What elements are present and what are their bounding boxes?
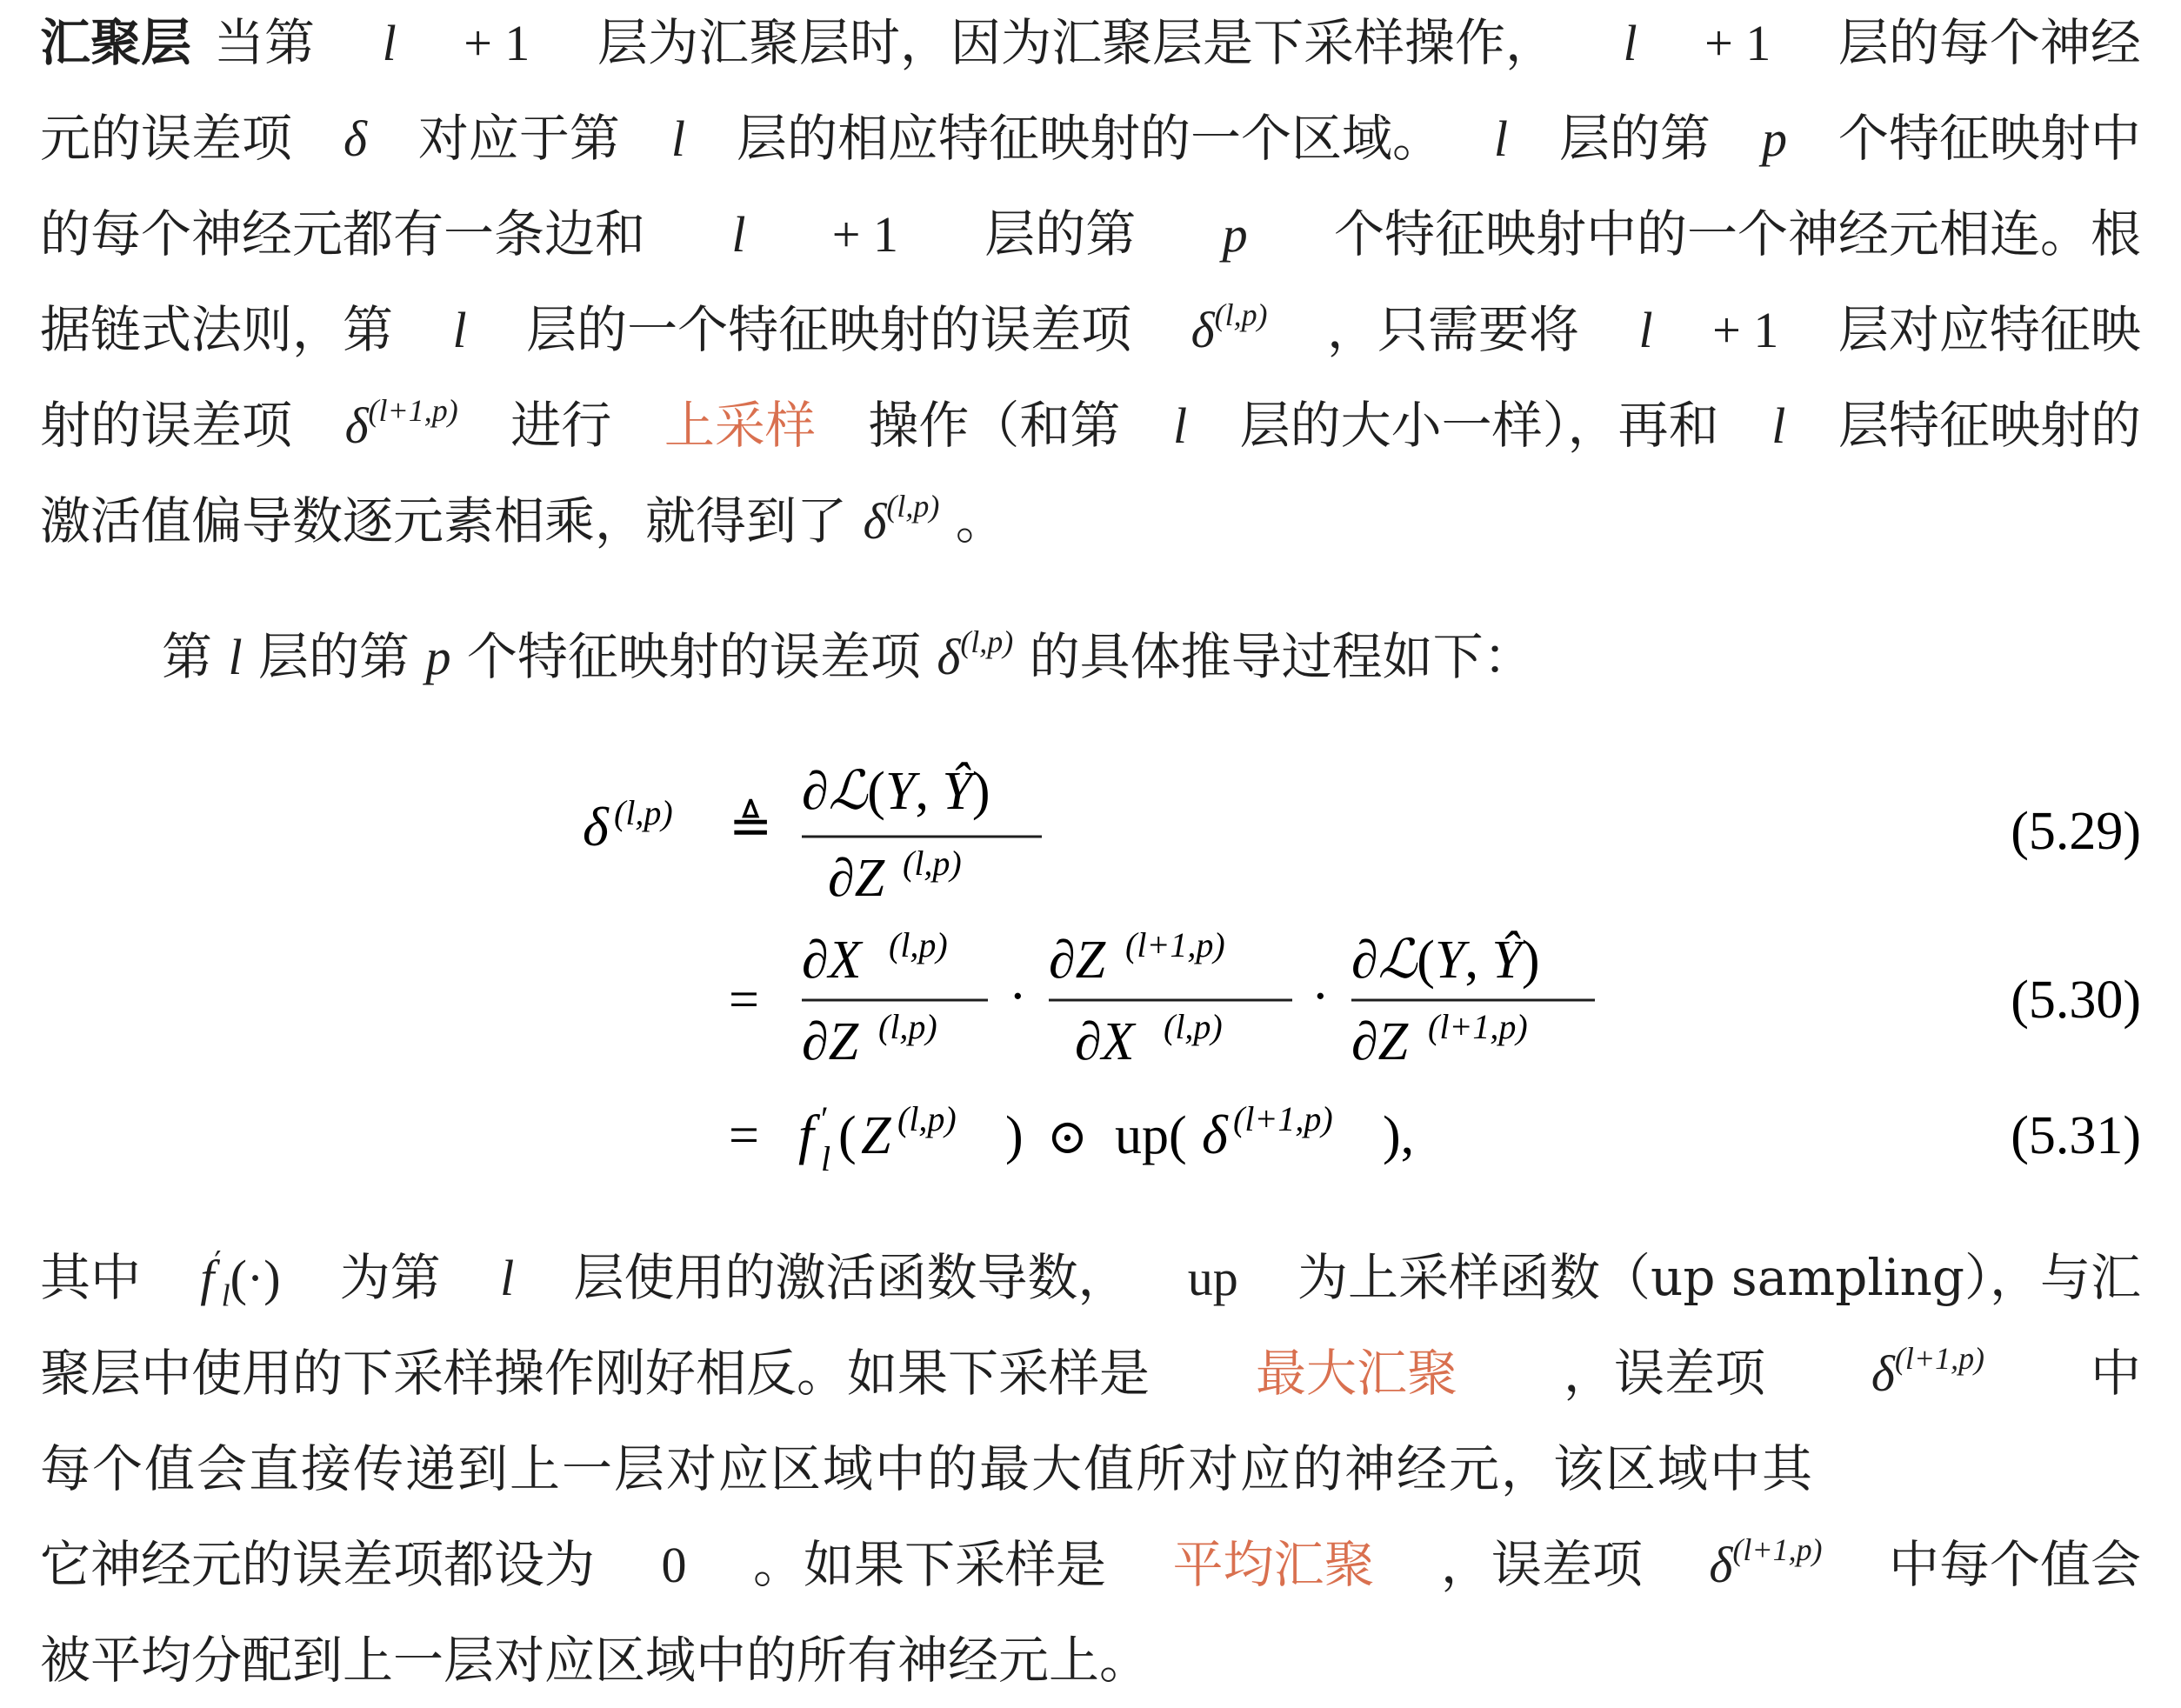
- term-average-pooling: 平均汇聚: [1172, 1535, 1375, 1594]
- section-heading: 汇聚层: [40, 13, 192, 72]
- svg-text:∂ℒ(Y, Ŷ): ∂ℒ(Y, Ŷ): [802, 758, 990, 822]
- svg-text:l: l: [821, 1139, 831, 1178]
- paragraph3-line4: 它神经元的误差项都设为 0 。如果下采样是 平均汇聚 ，误差项 $\delta^{(l+1,p)}$ 中每个值会: [40, 1531, 2141, 1594]
- svg-text:(l,p): (l,p): [614, 793, 673, 832]
- svg-text:Z: Z: [861, 1106, 891, 1165]
- svg-text:(l,p): (l,p): [878, 1007, 937, 1046]
- svg-text:∂Z: ∂Z: [802, 1012, 859, 1071]
- svg-text:=: =: [729, 1106, 759, 1165]
- paragraph3-line3: 每个值会直接传递到上一层对应区域中的最大值所对应的神经元，该区域中其: [40, 1439, 1815, 1498]
- svg-text:≜: ≜: [729, 797, 773, 855]
- svg-text:∂X: ∂X: [1075, 1012, 1135, 1071]
- svg-text:(l,p): (l,p): [889, 925, 948, 964]
- svg-text:∂Z: ∂Z: [1351, 1012, 1409, 1071]
- term-upsampling: 上采样: [664, 396, 816, 455]
- svg-text:∂Z: ∂Z: [828, 849, 885, 908]
- svg-text:·: ·: [1009, 967, 1027, 1026]
- svg-text:(l+1,p): (l+1,p): [1428, 1007, 1528, 1046]
- equation-number-5-29: (5.29): [2011, 802, 2141, 861]
- paragraph3-line5: 被平均分配到上一层对应区域中的所有神经元上。: [40, 1631, 1151, 1690]
- paragraph1-line1: 汇聚层 当第 l + 1 层为汇聚层时，因为汇聚层是下采样操作， l + 1 层的每个神经: [40, 13, 2141, 72]
- svg-text:f: f: [798, 1104, 814, 1165]
- svg-text:δ: δ: [1202, 1104, 1228, 1165]
- svg-text:): ): [1005, 1106, 1024, 1165]
- svg-text:(l,p): (l,p): [1164, 1007, 1223, 1046]
- svg-text:up(: up(: [1115, 1106, 1187, 1165]
- paragraph1-line5: 射的误差项 $\delta^{(l+1,p)}$ 进行 上采样 操作（和第 l 层的大小一样），再和 l 层特征映射的: [40, 392, 2141, 455]
- svg-text:⊙: ⊙: [1047, 1111, 1088, 1164]
- paragraph3-line1: 其中 $f'_l(\cdot)$ 为第 l 层使用的激活函数导数， up 为上采样函数（up sampling），与汇: [40, 1244, 2141, 1313]
- svg-text:(l,p): (l,p): [903, 844, 962, 883]
- svg-text:′: ′: [821, 1099, 829, 1138]
- paragraph1-line6: 激活值偏导数逐元素相乘，就得到了 $\delta^{(l,p)}$ 。: [40, 488, 1006, 550]
- equation-5-31: [729, 1099, 2141, 1178]
- svg-text:·: ·: [1311, 967, 1330, 1026]
- svg-text:(l+1,p): (l+1,p): [1125, 925, 1225, 964]
- term-max-pooling: 最大汇聚: [1255, 1344, 1457, 1403]
- svg-text:),: ),: [1383, 1106, 1415, 1165]
- svg-text:(: (: [838, 1106, 857, 1165]
- equation-5-29: [583, 758, 2141, 908]
- paragraph1-line4: 据链式法则，第 l 层的一个特征映射的误差项 $\delta^{(l,p)}$ ，只需要将 l + 1 层对应特征映: [40, 297, 2141, 359]
- svg-text:∂Z: ∂Z: [1049, 931, 1106, 990]
- svg-text:∂ℒ(Y, Ŷ): ∂ℒ(Y, Ŷ): [1351, 927, 1540, 991]
- svg-text:(l+1,p): (l+1,p): [1233, 1099, 1333, 1138]
- svg-text:=: =: [729, 971, 759, 1030]
- paragraph1-line2: 元的误差项 δ 对应于第 l 层的相应特征映射的一个区域。 l 层的第 p 个特征映射中: [40, 109, 2141, 168]
- paragraph2-line: 第 l 层的第 p 个特征映射的误差项 $\delta^{(l,p)}$ 的具体推导过程如下：: [162, 624, 1534, 686]
- equation-number-5-30: (5.30): [2011, 971, 2141, 1030]
- equation-5-30: [729, 925, 2141, 1071]
- svg-text:δ: δ: [583, 796, 609, 857]
- paragraph1-line3: 的每个神经元都有一条边和 l + 1 层的第 p 个特征映射中的一个神经元相连。根: [40, 204, 2141, 264]
- svg-text:(l,p): (l,p): [897, 1099, 957, 1138]
- paragraph3-line2: 聚层中使用的下采样操作刚好相反。如果下采样是 最大汇聚 ，误差项 $\delta^{(l+1,p)}$ 中: [40, 1340, 2141, 1403]
- svg-text:∂X: ∂X: [802, 931, 862, 990]
- equation-number-5-31: (5.31): [2011, 1106, 2141, 1165]
